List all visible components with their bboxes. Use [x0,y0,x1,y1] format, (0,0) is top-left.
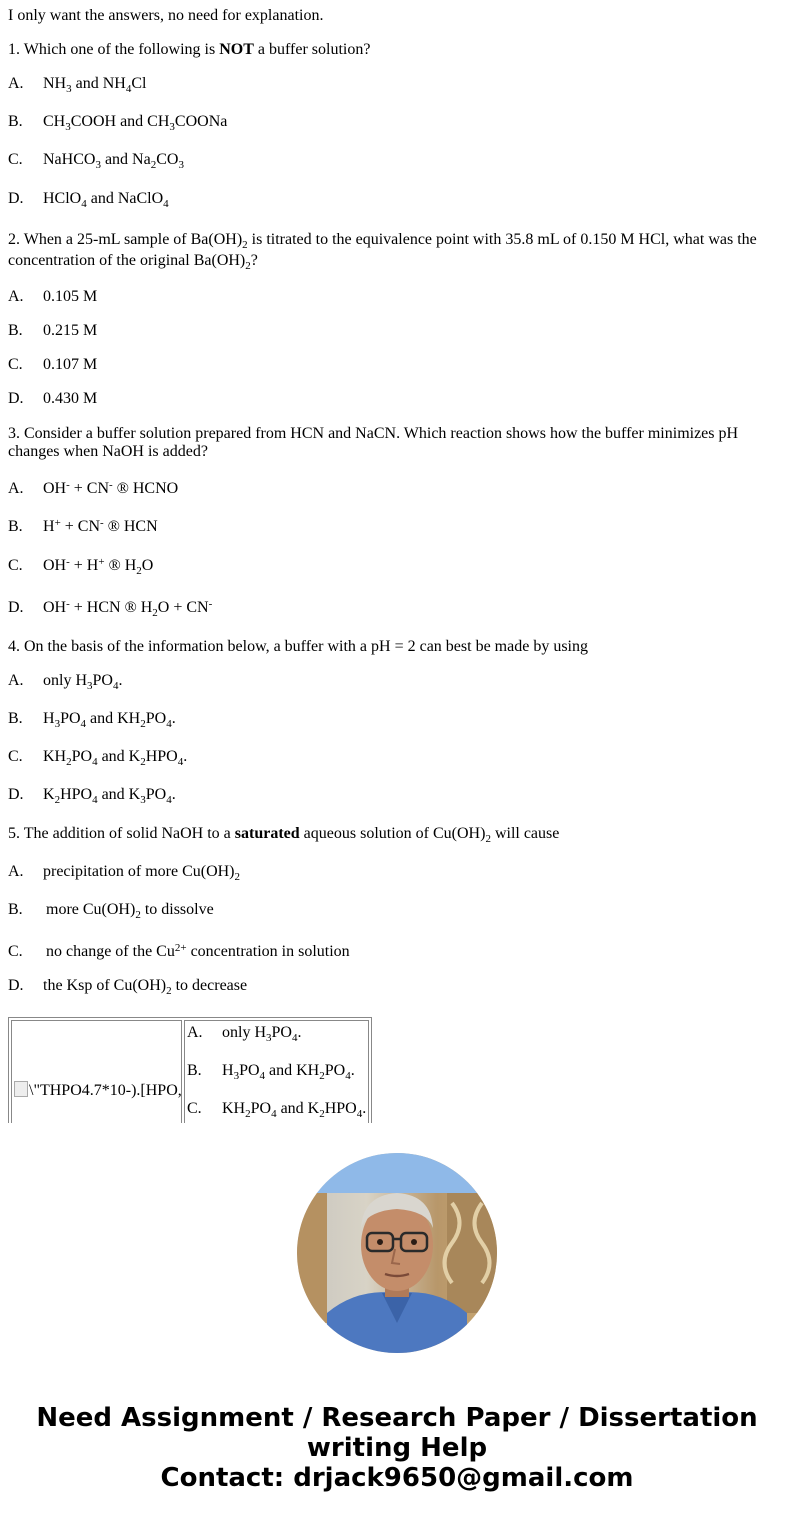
question-1: 1. Which one of the following is NOT a buffer solution? [8,41,371,58]
q5-option-c: C. no change of the $Cu^{2+}$ concentration in solution [8,942,350,960]
question-4: 4. On the basis of the information below, a buffer with a pH = 2 can best be made by using [8,638,588,655]
q4-option-d: D. $K_2HPO_4$ and $K_3PO_4$. [8,786,176,806]
table-option-a: A. only $H_3PO_4$. [187,1024,302,1044]
q4-option-a: A. only $H_3PO_4$. [8,672,123,692]
intro-text: I only want the answers, no need for explanation. [8,7,324,24]
q2-option-a: A. 0.105 M [8,288,98,305]
q2-option-c: C. 0.107 M [8,356,98,373]
q3-option-c: C. OH- + H+ ® $H_2O$ [8,556,154,577]
banner-line-2: writing Help [306,1433,488,1463]
emphasis-not: NOT [219,41,254,58]
question-3: 3. Consider a buffer solution prepared from HCN and NaCN. Which reaction shows how the buffer minimizes pH changes when NaOH is added? [8,425,739,460]
q3-option-d: D. OH- + HCN ® $H_2O + CN^-$ [8,598,213,619]
q5-option-d: D. the Ksp of $Cu(OH)_2$ to decrease [8,977,248,997]
question-5: 5. The addition of solid NaOH to a saturated aqueous solution of $Cu(OH)_2$ will cause [8,825,560,845]
banner-line-1: Need Assignment / Research Paper / Dissertation [36,1403,758,1433]
broken-image-icon [14,1081,28,1097]
avatar-photo [297,1153,497,1353]
q5-option-b: B. more $Cu(OH)_2$ to dissolve [8,901,214,921]
table-option-b: B. $H_3PO_4$ and $KH_2PO_4$. [187,1062,355,1082]
q2-option-d: D. 0.430 M [8,390,98,407]
q4-option-c: C. $KH_2PO_4$ and $K_2HPO_4$. [8,748,188,768]
q4-option-b: B. $H_3PO_4$ and $KH_2PO_4$. [8,710,176,730]
q1-option-a: A. $NH_3$ and $NH_4Cl$ [8,75,147,95]
emphasis-saturated: saturated [234,825,300,842]
contact-banner [0,1403,794,1493]
q3-option-b: B. H+ + CN- ® HCN [8,517,158,535]
q1-option-d: D. HClO$_4$ and NaClO$_4$ [8,190,169,210]
broken-image: \"THPO4.7*10-).[HPO, [14,1081,182,1100]
table-options-cell [184,1020,369,1123]
avatar [297,1153,497,1353]
table-option-c: C. $KH_2PO_4$ and $K_2HPO_4$. [187,1100,367,1120]
q5-option-a: A. precipitation of more $Cu(OH)_2$ [8,863,240,883]
info-table [8,1017,374,1123]
q1-option-c: C. NaHCO$_3$ and $Na_2CO_3$ [8,151,184,171]
q2-option-b: B. 0.215 M [8,322,98,339]
q3-option-a: A. OH- + CN- ® HCNO [8,479,179,497]
q1-option-b: B. $CH_3COOH$ and $CH_3COONa$ [8,113,228,133]
question-2: 2. When a 25-mL sample of $Ba(OH)_2$ is titrated to the equivalence point with 35.8 mL of 0.150 M HCl, what was the concentration of the original $Ba(OH)_2$? [8,231,757,272]
contact-email: Contact: drjack9650@gmail.com [160,1463,634,1493]
table-image-cell [11,1020,182,1123]
